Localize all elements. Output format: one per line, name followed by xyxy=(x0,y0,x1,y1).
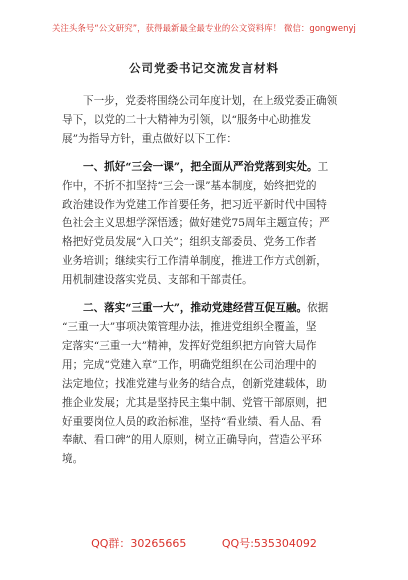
page-title: 公司党委书记交流发言材料 xyxy=(129,61,279,75)
section-1-line: 格把好党员发展“入口关”；组织支部委员、党务工作者 xyxy=(62,236,317,249)
section-1-paragraph xyxy=(62,158,354,290)
footer-qq-number: QQ号:535304092 xyxy=(221,537,317,550)
intro-line: 导下，以党的二十大精神为引领，以“服务中心助推发 xyxy=(62,113,312,126)
section-2-line: 境。 xyxy=(62,453,84,466)
section-1-line: 色社会主义思想学深悟透；做好建党75周年主题宣传；严 xyxy=(62,217,330,230)
section-2-line: 好重要岗位人员的政治标准，坚持“看业绩、看人品、看 xyxy=(62,415,322,428)
section-1-heading: 一、抓好“三会一课”，把全面从严治党落到实处。 xyxy=(83,160,318,173)
intro-line: 下一步，党委将围绕公司年度计划，在上级党委正确领 xyxy=(83,95,338,107)
footer-qq-group: QQ群：30265665 xyxy=(91,537,187,550)
section-2-line: 定落实“三重一大”精神，发挥好党组织把方向管大局作 xyxy=(62,339,317,352)
section-2-heading-tail: 依据 xyxy=(307,302,329,315)
section-2-line: 用；完成“党建入章”工作，明确党组织在公司治理中的 xyxy=(62,358,317,371)
section-1-heading-tail: 工 xyxy=(317,160,329,173)
section-2-first-line xyxy=(62,299,354,318)
intro-line: 展”为指导方针，重点做好以下工作： xyxy=(62,132,237,145)
section-2-paragraph xyxy=(62,299,354,469)
section-1-line: 用机制建设落实党员、支部和干部责任。 xyxy=(62,274,253,287)
section-1-line: 作中，不折不扣坚持“三会一课”基本制度，始终把党的 xyxy=(62,179,317,192)
section-2-heading: 二、落实“三重一大”，推动党建经营互促互融。 xyxy=(83,302,308,315)
section-2-line: “三重一大”事项决策管理办法，推进党组织全覆盖，坚 xyxy=(62,320,317,333)
section-1-first-line xyxy=(62,158,354,177)
header-banner: 关注头条号“公文研究”，获得最新最全最专业的公文资料库！ 微信：gongwenyj xyxy=(52,23,356,33)
footer xyxy=(0,535,408,551)
section-2-line: 推企业发展；尤其是坚持民主集中制、党管干部原则，把 xyxy=(62,396,327,409)
section-2-line: 奉献、看口碑”的用人原则，树立正确导向，营造公平环 xyxy=(62,434,322,447)
section-2-line: 法定地位；找准党建与业务的结合点，创新党建载体，助 xyxy=(62,377,327,390)
intro-paragraph xyxy=(62,92,354,149)
document-body xyxy=(62,92,354,478)
section-1-line: 政治建设作为党建工作首要任务，把习近平新时代中国特 xyxy=(62,198,327,211)
section-1-line: 业务培训；继续实行工作清单制度，推进工作方式创新， xyxy=(62,255,327,268)
